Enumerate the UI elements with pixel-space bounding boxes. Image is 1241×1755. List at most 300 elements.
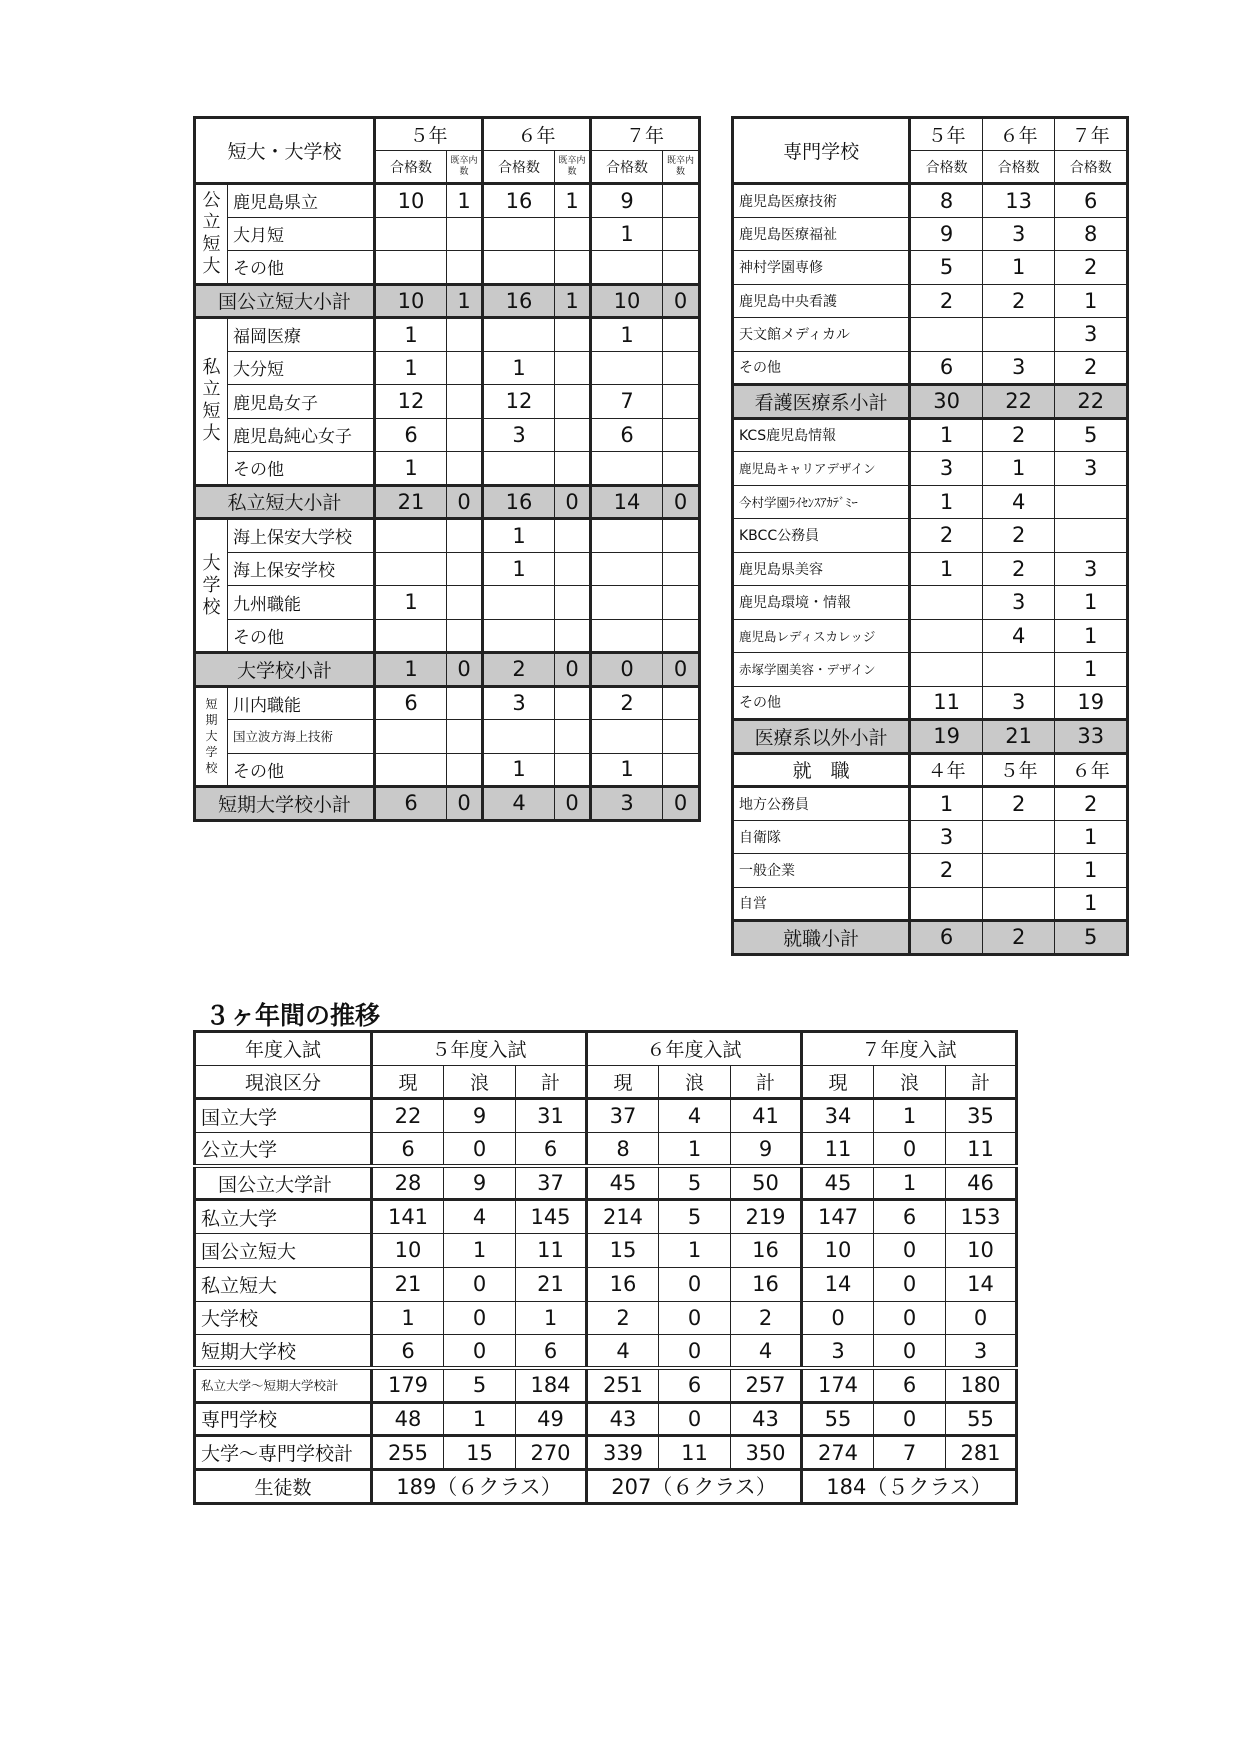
year-header: ４年 [910,753,983,787]
cell-value [910,619,983,653]
school-name: 鹿児島女子 [228,385,375,419]
subtotal-value: 1 [447,284,483,318]
school-name: 福岡医療 [228,318,375,352]
cell-value: 28 [372,1166,444,1200]
cell-value: 2 [982,787,1055,821]
table-row [733,418,1128,452]
cell-value: 1 [982,452,1055,486]
subtotal-row [195,653,700,687]
cell-value: 3 [982,351,1055,385]
subtotal-value: 0 [663,653,700,687]
cell-value [591,586,663,620]
students-label: 生徒数 [195,1469,372,1503]
subtotal-value: 0 [447,787,483,821]
cell-value: 1 [447,184,483,218]
table-row [195,351,700,385]
cell-value: 0 [874,1335,946,1369]
cell-value [555,686,591,720]
subtotal-value: 0 [555,653,591,687]
category-name: 大学～専門学校計 [195,1436,372,1470]
school-name: その他 [228,619,375,653]
cell-value: 15 [444,1436,516,1470]
cell-value: 12 [375,385,447,419]
students-value: 189（６クラス） [372,1469,587,1503]
category-name: 公立大学 [195,1133,372,1167]
cell-value [447,720,483,754]
sub-label: 現浪区分 [195,1065,372,1099]
year-header: ５年 [910,118,983,151]
cell-value: 45 [587,1166,659,1200]
students-value: 207（６クラス） [587,1469,802,1503]
cell-value: 3 [802,1335,874,1369]
group-label-char: 短 [202,233,221,255]
cell-value: 0 [659,1335,731,1369]
cell-value: 4 [731,1335,802,1369]
cell-value [375,251,447,285]
table-row [733,619,1128,653]
subtotal-value: 21 [375,485,447,519]
cell-value: 0 [946,1301,1017,1335]
table-row [195,1402,1017,1436]
cell-value: 2 [591,686,663,720]
subtotal-value: 0 [447,485,483,519]
cell-value: 1 [375,318,447,352]
table-row [195,753,700,787]
cell-value: 0 [444,1335,516,1369]
table-row [195,1368,1017,1402]
cell-value: 1 [516,1301,587,1335]
students-row [195,1469,1017,1503]
cell-value [591,720,663,754]
col-pass: 合格数 [982,151,1055,184]
col-ronin: 浪 [659,1065,731,1099]
subtotal-label: 国公立短大小計 [195,284,375,318]
students-value: 184（５クラス） [802,1469,1017,1503]
school-name: 川内職能 [228,686,375,720]
subtotal-value: 6 [375,787,447,821]
col-total: 計 [516,1065,587,1099]
cell-value [663,418,700,452]
subtotal-value: 30 [910,385,983,419]
cell-value: 6 [1055,184,1128,218]
cell-value: 16 [587,1267,659,1301]
year-header: ７年 [1055,118,1128,151]
cell-value: 270 [516,1436,587,1470]
table-row [195,720,700,754]
cell-value: 55 [802,1402,874,1436]
cell-value: 0 [802,1301,874,1335]
year-header: ６年 [982,118,1055,151]
school-name: その他 [733,351,910,385]
cell-value [910,318,983,352]
school-name: 自営 [733,887,910,921]
cell-value: 2 [982,284,1055,318]
subtotal-value: 0 [663,284,700,318]
cell-value: 16 [731,1234,802,1268]
col-grad: 既卒内数 [447,151,483,184]
cell-value: 6 [910,351,983,385]
cell-value [982,854,1055,888]
cell-value: 5 [444,1368,516,1402]
cell-value: 174 [802,1368,874,1402]
cell-value: 3 [1055,318,1128,352]
subtotal-value: 10 [375,284,447,318]
table-row [733,351,1128,385]
table1-title: 短大・大学校 [195,118,375,184]
cell-value: 22 [372,1099,444,1133]
cell-value [1055,485,1128,519]
subtotal-label: 就職小計 [733,921,910,955]
cell-value [375,753,447,787]
cell-value: 1 [591,318,663,352]
group-label-char: 短 [202,401,221,423]
subtotal-value: 21 [982,720,1055,754]
cell-value: 0 [874,1133,946,1167]
header-label: 年度入試 [195,1032,372,1066]
subtotal-value: 0 [663,787,700,821]
col-pass: 合格数 [375,151,447,184]
cell-value: 0 [659,1267,731,1301]
cell-value [982,887,1055,921]
cell-value: 9 [591,184,663,218]
cell-value: 1 [910,787,983,821]
cell-value: 55 [946,1402,1017,1436]
category-name: 短期大学校 [195,1335,372,1369]
cell-value: 6 [874,1200,946,1234]
table-row [195,1166,1017,1200]
col-pass: 合格数 [910,151,983,184]
group-label-char: 校 [202,596,221,618]
subtotal-row [733,385,1128,419]
cell-value [447,753,483,787]
group-label-char: 校 [205,761,218,776]
cell-value: 1 [483,552,555,586]
table-row [733,251,1128,285]
category-name: 私立大学～短期大学校計 [195,1368,372,1402]
cell-value [663,351,700,385]
subtotal-value: 0 [447,653,483,687]
cell-value: 9 [731,1133,802,1167]
cell-value [982,820,1055,854]
cell-value [982,318,1055,352]
cell-value [555,586,591,620]
subtotal-value: 0 [555,787,591,821]
subtotal-value: 16 [483,284,555,318]
cell-value: 4 [982,619,1055,653]
table-row [733,686,1128,720]
cell-value: 5 [659,1200,731,1234]
cell-value: 1 [372,1301,444,1335]
school-name: 鹿児島中央看護 [733,284,910,318]
school-name: その他 [733,686,910,720]
cell-value: 1 [375,452,447,486]
cell-value [555,318,591,352]
cell-value: 1 [659,1133,731,1167]
cell-value [483,318,555,352]
cell-value: 4 [659,1099,731,1133]
table-row [195,1099,1017,1133]
col-grad: 既卒内数 [663,151,700,184]
cell-value [663,619,700,653]
cell-value: 34 [802,1099,874,1133]
cell-value: 1 [444,1402,516,1436]
cell-value: 4 [982,485,1055,519]
subtotal-row [195,485,700,519]
group-label-char: 公 [202,189,221,211]
table-row [195,1436,1017,1470]
cell-value: 14 [946,1267,1017,1301]
group-label-char: 大 [202,552,221,574]
cell-value [555,251,591,285]
cell-value: 6 [659,1368,731,1402]
three-year-trend-table [193,1030,1018,1505]
trend-title: ３ヶ年間の推移 [205,1001,381,1030]
cell-value: 5 [659,1166,731,1200]
col-current: 現 [372,1065,444,1099]
year-header: ５年 [375,118,483,151]
cell-value [447,586,483,620]
group-label-char: 大 [202,423,221,445]
table-row [733,854,1128,888]
school-name: 鹿児島純心女子 [228,418,375,452]
cell-value: 14 [802,1267,874,1301]
cell-value [375,519,447,553]
table-row [195,184,700,218]
junior-college-table [193,116,701,822]
cell-value [663,452,700,486]
cell-value: 10 [375,184,447,218]
table2-title: 専門学校 [733,118,910,184]
cell-value [982,653,1055,687]
employment-title: 就 職 [733,753,910,787]
subtotal-value: 22 [982,385,1055,419]
year-header: ６年度入試 [587,1032,802,1066]
cell-value: 0 [444,1301,516,1335]
cell-value: 4 [587,1335,659,1369]
cell-value [910,887,983,921]
cell-value: 0 [874,1402,946,1436]
cell-value [663,318,700,352]
cell-value [483,586,555,620]
table-row [195,619,700,653]
cell-value: 5 [910,251,983,285]
table-row [195,686,700,720]
cell-value: 6 [375,686,447,720]
cell-value: 147 [802,1200,874,1234]
cell-value [663,686,700,720]
cell-value: 8 [1055,217,1128,251]
cell-value: 3 [910,820,983,854]
table-row [195,1133,1017,1167]
year-header: ５年 [982,753,1055,787]
cell-value: 219 [731,1200,802,1234]
table-row [733,184,1128,218]
cell-value [375,720,447,754]
category-name: 国公立大学計 [195,1166,372,1200]
table-row [195,251,700,285]
subtotal-value: 3 [591,787,663,821]
table-row [733,586,1128,620]
cell-value: 251 [587,1368,659,1402]
cell-value: 21 [516,1267,587,1301]
cell-value: 1 [910,485,983,519]
subtotal-value: 1 [555,284,591,318]
col-ronin: 浪 [444,1065,516,1099]
cell-value: 10 [372,1234,444,1268]
school-name: 鹿児島環境・情報 [733,586,910,620]
category-name: 国公立短大 [195,1234,372,1268]
table-row [733,787,1128,821]
year-header: ５年度入試 [372,1032,587,1066]
cell-value: 214 [587,1200,659,1234]
school-name: 今村学園ﾗｲｾﾝｽｱｶﾃﾞﾐｰ [733,485,910,519]
school-name: 鹿児島県立 [228,184,375,218]
cell-value [910,586,983,620]
cell-value: 1 [1055,586,1128,620]
cell-value: 9 [444,1099,516,1133]
table-row [733,519,1128,553]
table-row [195,1301,1017,1335]
col-pass: 合格数 [591,151,663,184]
cell-value: 184 [516,1368,587,1402]
cell-value: 45 [802,1166,874,1200]
cell-value: 2 [731,1301,802,1335]
school-name: 海上保安学校 [228,552,375,586]
cell-value: 1 [483,519,555,553]
cell-value: 37 [516,1166,587,1200]
year-header: ７年 [591,118,700,151]
cell-value: 43 [731,1402,802,1436]
cell-value: 1 [910,552,983,586]
cell-value: 6 [874,1368,946,1402]
subtotal-value: 0 [663,485,700,519]
group-label-char: 期 [205,713,218,728]
cell-value: 1 [1055,820,1128,854]
cell-value [591,619,663,653]
cell-value: 0 [659,1301,731,1335]
cell-value [375,217,447,251]
table-row [733,485,1128,519]
school-name: 鹿児島医療技術 [733,184,910,218]
vocational-school-table [731,116,1129,956]
school-name: 鹿児島医療福祉 [733,217,910,251]
cell-value: 257 [731,1368,802,1402]
cell-value: 1 [375,351,447,385]
school-name: 一般企業 [733,854,910,888]
cell-value: 6 [372,1133,444,1167]
cell-value: 10 [802,1234,874,1268]
cell-value [663,519,700,553]
cell-value: 7 [874,1436,946,1470]
cell-value [555,217,591,251]
cell-value [591,251,663,285]
cell-value: 3 [946,1335,1017,1369]
cell-value: 2 [587,1301,659,1335]
subtotal-value: 1 [375,653,447,687]
subtotal-row [195,787,700,821]
cell-value: 2 [982,552,1055,586]
col-current: 現 [587,1065,659,1099]
cell-value [447,418,483,452]
table-row [195,318,700,352]
cell-value [555,418,591,452]
school-name: その他 [228,251,375,285]
category-name: 大学校 [195,1301,372,1335]
cell-value: 6 [372,1335,444,1369]
subtotal-value: 4 [483,787,555,821]
cell-value: 5 [1055,418,1128,452]
table-row [733,217,1128,251]
cell-value: 180 [946,1368,1017,1402]
table-row [733,552,1128,586]
group-label-char: 大 [205,729,218,744]
cell-value: 13 [982,184,1055,218]
table-row [195,586,700,620]
subtotal-value: 10 [591,284,663,318]
cell-value: 43 [587,1402,659,1436]
table-row [195,452,700,486]
subtotal-value: 2 [483,653,555,687]
cell-value [555,351,591,385]
cell-value: 6 [591,418,663,452]
cell-value [663,385,700,419]
subtotal-label: 短期大学校小計 [195,787,375,821]
school-name: 赤塚学園美容・デザイン [733,653,910,687]
school-name: 鹿児島レディスカレッジ [733,619,910,653]
cell-value: 11 [802,1133,874,1167]
group-label-char: 立 [202,211,221,233]
cell-value [910,653,983,687]
cell-value: 0 [874,1267,946,1301]
school-name: 国立波方海上技術 [228,720,375,754]
cell-value: 1 [483,753,555,787]
cell-value: 3 [483,686,555,720]
cell-value [663,251,700,285]
subtotal-label: 看護医療系小計 [733,385,910,419]
cell-value: 31 [516,1099,587,1133]
school-name: その他 [228,452,375,486]
cell-value: 2 [1055,351,1128,385]
cell-value [483,619,555,653]
cell-value: 3 [1055,552,1128,586]
cell-value [663,753,700,787]
year-header: ７年度入試 [802,1032,1017,1066]
cell-value [555,519,591,553]
cell-value: 8 [910,184,983,218]
cell-value: 1 [1055,854,1128,888]
cell-value: 1 [910,418,983,452]
cell-value [447,251,483,285]
cell-value [447,452,483,486]
cell-value [483,452,555,486]
cell-value: 10 [946,1234,1017,1268]
cell-value: 4 [444,1200,516,1234]
group-label [195,318,228,486]
group-label-char: 私 [202,357,221,379]
cell-value: 7 [591,385,663,419]
cell-value: 2 [910,284,983,318]
school-name: 大月短 [228,217,375,251]
category-name: 専門学校 [195,1402,372,1436]
cell-value: 19 [1055,686,1128,720]
cell-value: 2 [982,519,1055,553]
cell-value [483,720,555,754]
col-current: 現 [802,1065,874,1099]
cell-value: 6 [516,1133,587,1167]
table-row [733,820,1128,854]
subtotal-value: 16 [483,485,555,519]
group-label-char: 学 [205,745,218,760]
